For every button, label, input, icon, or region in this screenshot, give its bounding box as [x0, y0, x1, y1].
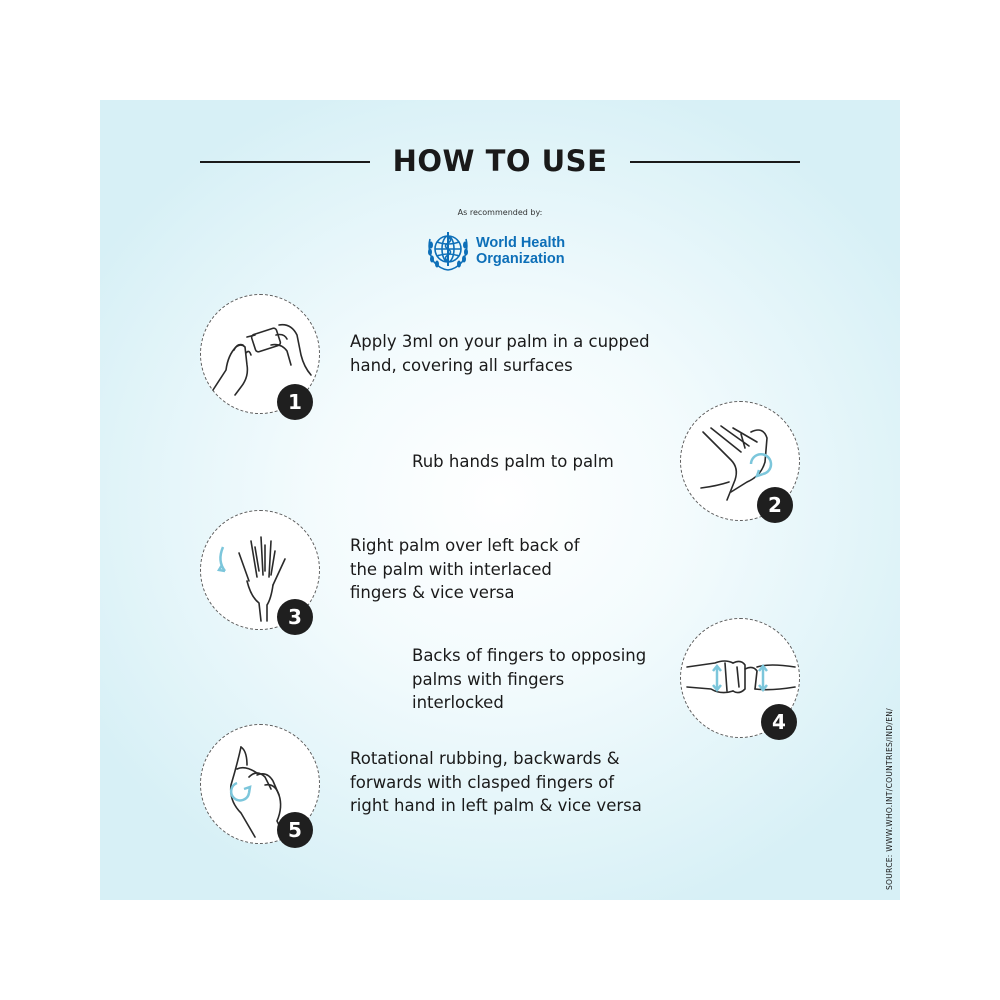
step-2-badge: 2: [757, 487, 793, 523]
step-3-line-2: the palm with interlaced: [350, 559, 552, 579]
who-name: [476, 235, 565, 267]
step-3-text: [350, 534, 580, 605]
step-5-badge: 5: [277, 812, 313, 848]
who-emblem-icon: [424, 229, 472, 274]
step-3-line-1: Right palm over left back of: [350, 536, 580, 555]
page-title: HOW TO USE: [392, 144, 608, 178]
step-1-text: [350, 330, 650, 377]
step-4-line-1: Backs of fingers to opposing: [412, 646, 647, 665]
title-rule-left: [200, 161, 370, 163]
step-4-line-3: interlocked: [412, 693, 504, 712]
step-3-line-3: fingers & vice versa: [350, 583, 515, 602]
who-name-line1: World Health: [476, 235, 566, 251]
step-4-text: [412, 644, 646, 715]
recommended-by-label: As recommended by:: [457, 208, 543, 217]
step-1-badge: 1: [277, 384, 313, 420]
step-5-line-3: right hand in left palm & vice versa: [350, 796, 642, 815]
step-4-line-2: palms with fingers: [412, 669, 565, 689]
who-logo: [424, 229, 574, 274]
step-5-line-2: forwards with clasped fingers of: [350, 772, 615, 792]
step-5-line-1: Rotational rubbing, backwards &: [350, 749, 620, 768]
who-name-line2: Organization: [476, 251, 565, 267]
step-2-line-1: Rub hands palm to palm: [412, 452, 614, 471]
source-note: SOURCE: WWW.WHO.INT/COUNTRIES/IND/EN/: [885, 708, 894, 890]
step-5-text: [350, 747, 642, 818]
step-3-badge: 3: [277, 599, 313, 635]
step-1-line-1: Apply 3ml on your palm in a cupped: [350, 332, 650, 351]
step-2-text: [412, 450, 614, 474]
step-1-line-2: hand, covering all surfaces: [350, 355, 573, 375]
title-rule-right: [630, 161, 800, 163]
step-4-badge: 4: [761, 704, 797, 740]
